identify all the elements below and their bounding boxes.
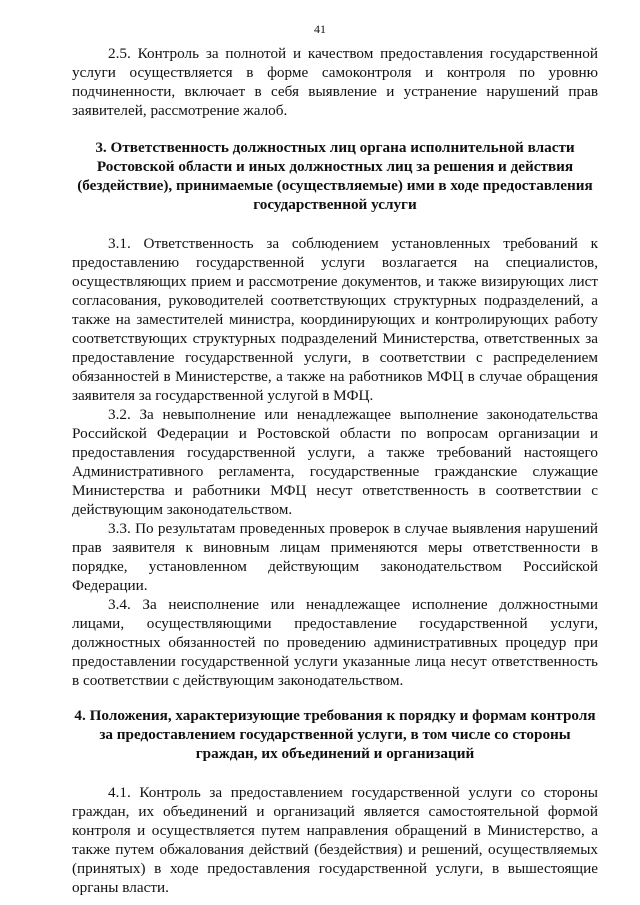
paragraph-2-5: 2.5. Контроль за полнотой и качеством предоставления государственной услуги осуществляется в форме самоконтроля и контроля по уровню подчиненности, включает в себя выявление и устранение нарушений прав заявителей, рассмотрение жалоб. [72,45,598,119]
document-body [72,44,598,897]
paragraph-3-1: 3.1. Ответственность за соблюдением установленных требований к предоставлению государственной услуги возлагается на специалистов, осуществляющих прием и рассмотрение документов, и также визирующих лист согласования, руководителей соответствующих структурных подразделений, а также на заместителей министра, координирующих и контролирующих работу соответствующих структурных подразделений Министерства, ответственных за предоставление государственной услуги, в соответствии с распределением обязанностей в Министерстве, а также на работников МФЦ в случае обращения заявителя за государственной услугой в МФЦ. [72,235,598,404]
page-number: 41 [314,22,326,36]
section-heading-4: 4. Положения, характеризующие требования к порядку и формам контроля за предоставлением государственной услуги, в том числе со стороны граждан, их объединений и организаций [74,707,596,762]
paragraph-3-3: 3.3. По результатам проведенных проверок в случае выявления нарушений прав заявителя к виновным лицам применяются меры ответственности в порядке, установленном действующим законодательством Российской Федерации. [72,520,598,594]
paragraph-4-1: 4.1. Контроль за предоставлением государственной услуги со стороны граждан, их объединений и организаций является самостоятельной формой контроля и осуществляется путем направления обращений в Министерство, а также путем обжалования действий (бездействия) и решений, осуществляемых (принятых) в ходе предоставления государственной услуги, в вышестоящие органы власти. [72,784,598,896]
paragraph-3-4: 3.4. За неисполнение или ненадлежащее исполнение должностными лицами, осуществляющими предоставление государственной услуги, должностных обязанностей по проведению административных процедур при предоставлении государственной услуги указанные лица несут ответственность в соответствии с действующим законодательством. [72,596,598,689]
section-heading-3: 3. Ответственность должностных лиц органа исполнительной власти Ростовской области и иных должностных лиц за решения и действия (бездействие), принимаемые (осуществляемые) ими в ходе предоставления государственной услуги [77,139,593,213]
paragraph-3-2: 3.2. За невыполнение или ненадлежащее выполнение законодательства Российской Федерации и Ростовской области по вопросам организации и предоставления государственной услуги, а также требований настоящего Административного регламента, государственные гражданские служащие Министерства и работники МФЦ несут ответственность в соответствии с действующим законодательством. [72,406,598,518]
